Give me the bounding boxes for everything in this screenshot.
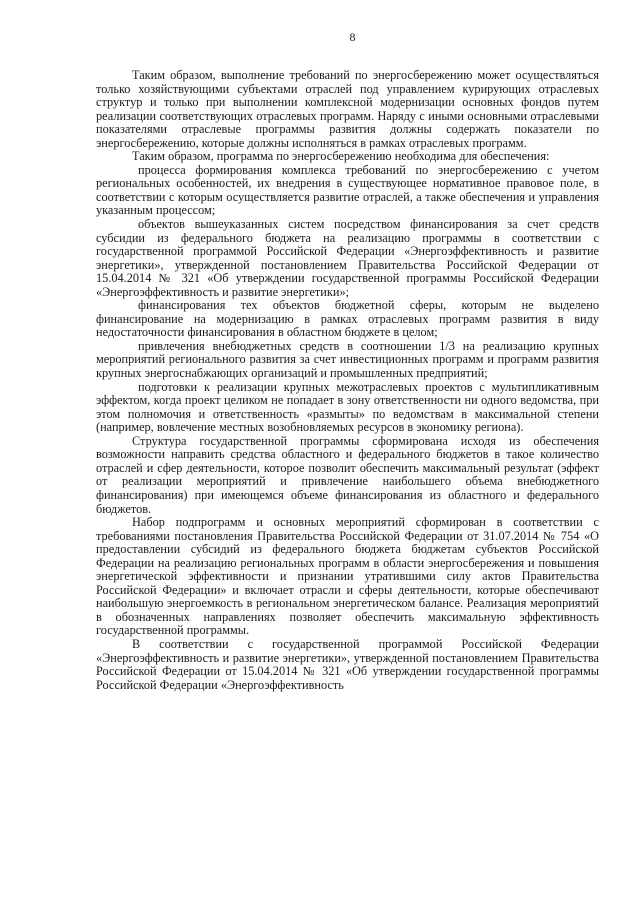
paragraph-4: объектов вышеуказанных систем посредством финансирования за счет средств субсидии из федерального бюджета на реализацию программы в соответствии с государственной программой Российской Федерации «Энергоэффективность и развитие энергетики», утвержденной постановлением Правительства Российской Федерации от 15.04.2014 № 321 «Об утверждении государственной программы Российской Федерации «Энергоэффективность и развитие энергетики»; xyxy=(96,217,599,299)
paragraph-1: Таким образом, выполнение требований по энергосбережению может осуществляться только хозяйствующими субъектами отраслей под управлением курирующих отраслевых структур и только при выполнении комплексной модернизации основных фондов путем реализации соответствующих отраслевых программ. Наряду с иными основными отраслевыми показателями отраслевые программы развития должны содержать показатели по энергосбережению, которые должны исполняться в рамках отраслевых программ. xyxy=(96,68,599,150)
paragraph-3: процесса формирования комплекса требований по энергосбережению с учетом региональных особенностей, их внедрения в существующее нормативное правовое поле, в соответствии с которым осуществляется развитие отраслей, а также обеспечения и управления указанным процессом; xyxy=(96,162,599,218)
paragraph-9: Набор подпрограмм и основных мероприятий сформирован в соответствии с требованиями постановления Правительства Российской Федерации от 31.07.2014 № 754 «О предоставлении субсидий из федерального бюджета бюджетам субъектов Российской Федерации на реализацию региональных программ в области энергосбережения и повышения энергетической эффективности и признании утратившими силу актов Правительства Российской Федерации» и включает отрасли и сферы деятельности, которые обеспечивают наибольшую энергоемкость в региональном энергетическом балансе. Реализация мероприятий в обозначенных направлениях позволяет обеспечить максимальную эффективность государственной программы. xyxy=(96,515,599,638)
document-page xyxy=(96,30,599,692)
page-number: 8 xyxy=(349,30,356,44)
paragraph-2: Таким образом, программа по энергосбережению необходима для обеспечения: xyxy=(132,149,550,164)
paragraph-6: привлечения внебюджетных средств в соотношении 1/3 на реализацию крупных мероприятий регионального развития за счет инвестиционных программ и программ развития крупных энергоснабжающих организаций и промышленных предприятий; xyxy=(96,338,599,381)
paragraph-10: В соответствии с государственной программой Российской Федерации «Энергоэффективность и развитие энергетики», утвержденной постановлением Правительства Российской Федерации от 15.04.2014 № 321 «Об утверждении государственной программы Российской Федерации «Энергоэффективность xyxy=(96,636,599,692)
paragraph-7: подготовки к реализации крупных межотраслевых проектов с мультипликативным эффектом, когда проект целиком не попадает в зону ответственности ни одного ведомства, при этом полномочия и ответственность «размыты» по ведомствам в максимальной степени (например, вовлечение местных возобновляемых ресурсов в экономику региона). xyxy=(96,379,599,435)
paragraph-5: финансирования тех объектов бюджетной сферы, которым не выделено финансирование на модернизацию в рамках отраслевых программ развития в виду недостаточности финансирования в областном бюджете в целом; xyxy=(96,298,599,340)
paragraph-8: Структура государственной программы сформирована исходя из обеспечения возможности направить средства областного и федерального бюджетов в такое количество отраслей и сфер деятельности, которое позволит обеспечить максимальный результат (эффект от реализации мероприятий и привлечение наибольшего объема внебюджетного финансирования) при имеющемся объеме финансирования из областного и федерального бюджетов. xyxy=(96,433,599,516)
